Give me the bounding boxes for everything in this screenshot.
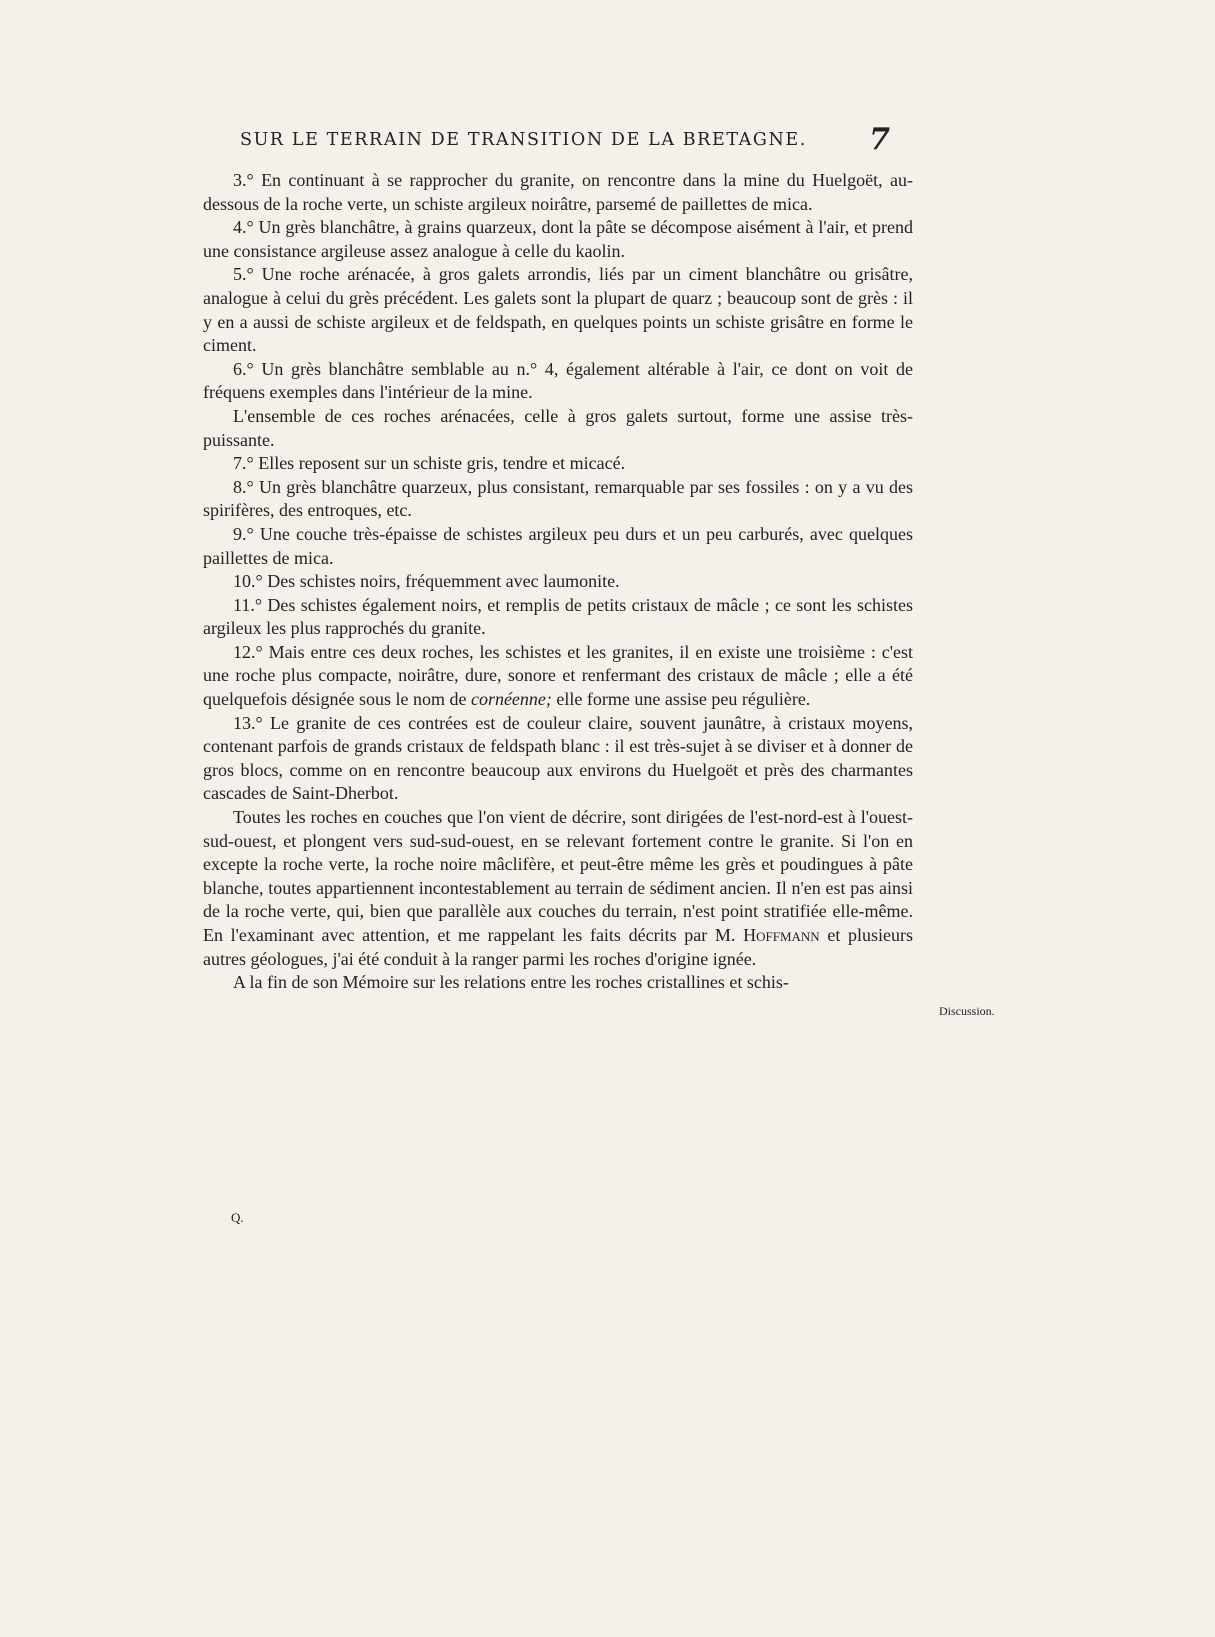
paragraph-8: 8.° Un grès blanchâtre quarzeux, plus consistant, remarquable par ses fossiles : on y a vu des spirifères, des entroques, etc.: [203, 476, 913, 521]
paragraph-12: [203, 641, 913, 712]
signature-mark: Q.: [231, 1210, 244, 1225]
body-text: [203, 169, 913, 995]
page-number: 7: [869, 122, 890, 157]
discussion-text: Toutes les roches en couches que l'on vient de décrire, sont dirigées de l'est-nord-est à l'ouest-sud-ouest, et plongent vers sud-sud-ouest, en se relevant fortement contre le granite. Si l'on en excepte la roche verte, la roche noire mâclifère, et peut-être même les grès et poudingues à pâte blanche, toutes appartiennent incontestablement au terrain de sédiment ancien. Il n'en est pas ainsi de la roche verte, qui, bien que parallèle aux couches du terrain, n'est point stratifiée elle-même. En l'examinant avec attention, et me rappelant les faits décrits par M.: [203, 807, 913, 945]
page-header: [240, 122, 890, 158]
cornéenne-term: cornéenne;: [470, 689, 552, 710]
paragraph-4: 4.° Un grès blanchâtre, à grains quarzeux, dont la pâte se décompose aisément à l'air, et prend une consistance argileuse assez analogue à celle du kaolin.: [203, 217, 913, 261]
paragraph-5: 5.° Une roche arénacée, à gros galets arrondis, liés par un ciment blanchâtre ou grisâtre, analogue à celui du grès précédent. Les galets sont la plupart de quarz ; beaucoup sont de grès : il y en a aussi de schiste argileux et de feldspath, en quelques points un schiste grisâtre en forme le ciment.: [203, 264, 913, 356]
margin-note-discussion: Discussion.: [939, 1004, 995, 1018]
running-title: SUR LE TERRAIN DE TRANSITION DE LA BRETAGNE.: [240, 130, 807, 150]
paragraph-13: 13.° Le granite de ces contrées est de couleur claire, souvent jaunâtre, à cristaux moyens, contenant parfois de grands cristaux de feldspath blanc : il est très-sujet à se diviser et à donner de gros blocs, comme on en rencontre beaucoup aux environs du Huelgoët et près des charmantes cascades de Saint-Dherbot.: [203, 712, 913, 804]
paragraph-11: 11.° Des schistes également noirs, et remplis de petits cristaux de mâcle ; ce sont les schistes argileux les plus rapprochés du granite.: [203, 594, 913, 639]
paragraph-9: 9.° Une couche très-épaisse de schistes argileux peu durs et un peu carburés, avec quelques paillettes de mica.: [203, 523, 913, 568]
paragraph-12-end: elle forme une assise peu régulière.: [551, 689, 811, 710]
paragraph-discussion: [203, 806, 913, 971]
paragraph-ensemble: L'ensemble de ces roches arénacées, celle à gros galets surtout, forme une assise très-puissante.: [203, 405, 913, 450]
discussion-end: et plusieurs autres géologues, j'ai été conduit à la ranger parmi les roches d'origine ignée.: [203, 925, 913, 969]
paragraph-6: 6.° Un grès blanchâtre semblable au n.° 4, également altérable à l'air, ce dont on voit de fréquens exemples dans l'intérieur de la mine.: [203, 358, 913, 403]
paragraph-last: A la fin de son Mémoire sur les relations entre les roches cristallines et schis-: [233, 972, 789, 993]
paragraph-12-text: 12.° Mais entre ces deux roches, les schistes et les granites, il en existe une troisième : c'est une roche plus compacte, noirâtre, dure, sonore et renfermant des cristaux de mâcle ; elle a été quelquefois désignée sous le nom de: [203, 641, 913, 710]
paragraph-7: 7.° Elles reposent sur un schiste gris, tendre et micacé.: [233, 453, 626, 474]
paragraph-3: 3.° En continuant à se rapprocher du granite, on rencontre dans la mine du Huelgoët, au-dessous de la roche verte, un schiste argileux noirâtre, parsemé de paillettes de mica.: [203, 170, 913, 214]
author-name: Hoffmann: [743, 925, 820, 945]
paragraph-10: 10.° Des schistes noirs, fréquemment avec laumonite.: [233, 571, 620, 592]
